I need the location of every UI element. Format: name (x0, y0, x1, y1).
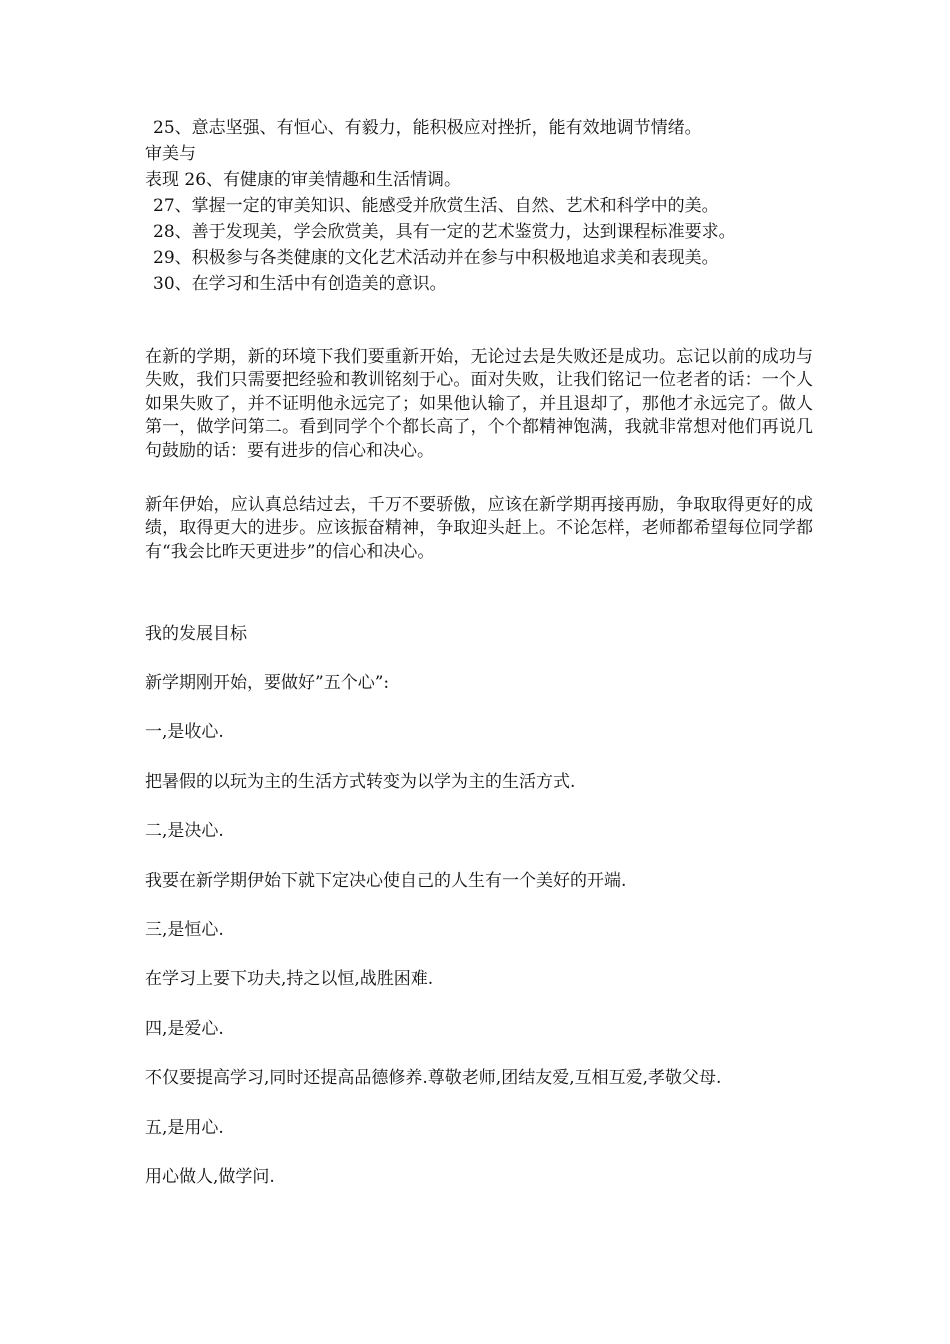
goal-title-3: 三,是恒心. (145, 920, 224, 940)
standard-item-26: 26、有健康的审美情趣和生活情调。 (184, 170, 462, 190)
category-label-expression: 表现 (145, 170, 179, 190)
goal-desc-4: 不仅要提高学习,同时还提高品德修养.尊敬老师,团结友爱,互相互爱,孝敬父母. (145, 1068, 722, 1088)
standard-item-26-row (145, 169, 461, 191)
goal-title-2: 二,是决心. (145, 821, 224, 841)
standard-item-28: 28、善于发现美，学会欣赏美，具有一定的艺术鉴赏力，达到课程标准要求。 (153, 222, 736, 242)
standard-item-29: 29、积极参与各类健康的文化艺术活动并在参与中积极地追求美和表现美。 (153, 248, 719, 268)
intro-paragraph: 在新的学期，新的环境下我们要重新开始，无论过去是失败还是成功。忘记以前的成功与失败，我们只需要把经验和教训铭刻于心。面对失败，让我们铭记一位老者的话：一个人如果失败了，并不证明他永远完了；如果他认输了，并且退却了，那他才永远完了。做人第一，做学问第二。看到同学个个都长高了，个个都精神饱满，我就非常想对他们再说几句鼓励的话：要有进步的信心和决心。 (145, 347, 813, 461)
goal-title-5: 五,是用心. (145, 1118, 224, 1138)
standard-item-25: 25、意志坚强、有恒心、有毅力，能积极应对挫折，能有效地调节情绪。 (153, 118, 702, 138)
goal-title-4: 四,是爱心. (145, 1019, 224, 1039)
goal-desc-1: 把暑假的以玩为主的生活方式转变为以学为主的生活方式. (145, 772, 576, 792)
goals-heading: 我的发展目标 (145, 624, 247, 644)
goal-title-1: 一,是收心. (145, 722, 224, 742)
standard-item-30: 30、在学习和生活中有创造美的意识。 (153, 274, 447, 294)
standard-item-27: 27、掌握一定的审美知识、能感受并欣赏生活、自然、艺术和科学中的美。 (153, 196, 719, 216)
goals-intro: 新学期刚开始，要做好”五个心”: (145, 673, 390, 693)
goal-desc-5: 用心做人,做学问. (145, 1167, 275, 1187)
category-label-aesthetics: 审美与 (145, 144, 196, 164)
goal-desc-3: 在学习上要下功夫,持之以恒,战胜困难. (145, 969, 434, 989)
new-year-paragraph: 新年伊始，应认真总结过去，千万不要骄傲，应该在新学期再接再励，争取取得更好的成绩，取得更大的进步。应该振奋精神，争取迎头赶上。不论怎样，老师都希望每位同学都有“我会比昨天更进步”的信心和决心。 (145, 495, 813, 562)
goal-desc-2: 我要在新学期伊始下就下定决心使自己的人生有一个美好的开端. (145, 871, 627, 891)
